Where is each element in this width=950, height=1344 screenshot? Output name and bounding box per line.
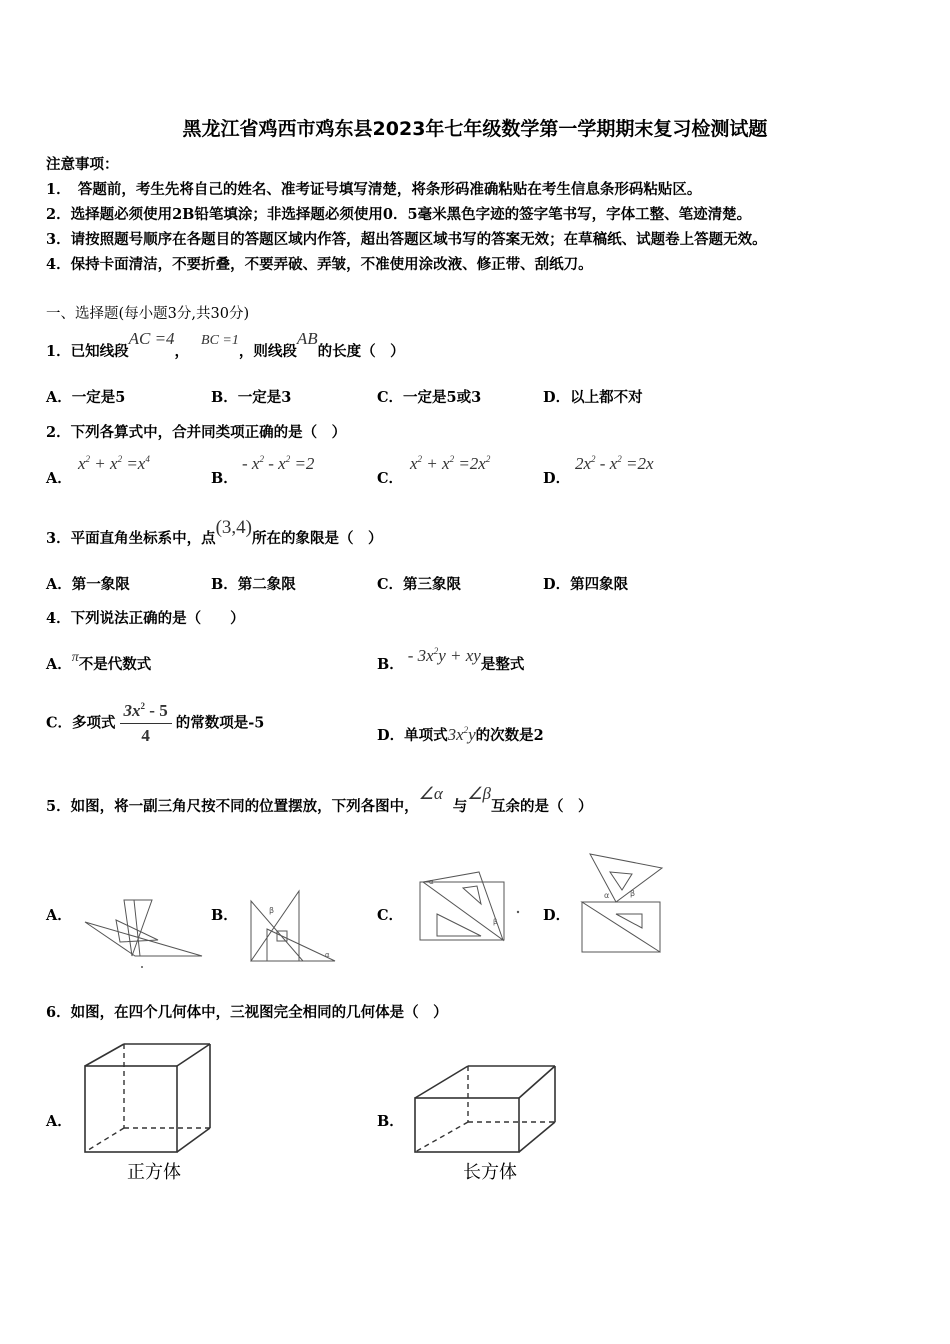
question-1 (46, 329, 405, 361)
q6-figure-cuboid (410, 1062, 560, 1157)
svg-text:β: β (630, 889, 636, 898)
q2-label-a: A． (46, 470, 72, 487)
q3-suffix: 所在的象限是（ ） (252, 530, 383, 547)
q2-label-c: C． (377, 470, 404, 487)
q5-figure-a (80, 890, 210, 970)
q3-prefix: 3．平面直角坐标系中，点 (46, 530, 216, 547)
section-heading: 一、选择题(每小题3分,共30分) (46, 306, 250, 322)
q1-option-c: C．一定是5或3 (377, 389, 482, 406)
q5-label-c: C． (377, 907, 404, 924)
q1-option-a: A．一定是5 (46, 389, 126, 406)
q3-option-c: C．第三象限 (377, 576, 462, 593)
q1-option-d: D．以上都不对 (543, 389, 643, 406)
q2-expr-a: $x^2 + x^2 =x^4$ (78, 454, 150, 473)
q4-b-text: 是整式 (480, 656, 525, 673)
q5-prefix: 5．如图，将一副三角尺按不同的位置摆放，下列各图中， (46, 798, 419, 815)
q6-caption-cuboid: 长方体 (463, 1162, 517, 1183)
q1-math-ab: AB (296, 329, 318, 348)
q6-figure-cube (80, 1040, 215, 1155)
q5-figure-b (245, 885, 340, 965)
q6-label-a: A． (46, 1113, 72, 1130)
q1-suffix: 的长度（ ） (317, 343, 405, 360)
q5-figure-d (570, 850, 670, 955)
q1-math-ac: AC =4 (128, 329, 175, 348)
page-title: 黑龙江省鸡西市鸡东县2023年七年级数学第一学期期末复习检测试题 (182, 118, 768, 140)
q4-option-c (46, 701, 264, 746)
q2-expr-d: $2x^2 - x^2 =2x$ (575, 454, 654, 473)
q2-expr-c: $x^2 + x^2 =2x^2$ (410, 454, 491, 473)
q6-caption-cube: 正方体 (127, 1162, 181, 1183)
svg-text:α: α (429, 878, 434, 886)
question-2: 2．下列各算式中，合并同类项正确的是（ ） (46, 424, 347, 441)
q5-suffix: 互余的是（ ） (490, 798, 593, 815)
q3-option-b: B．第二象限 (211, 576, 296, 593)
q1-option-b: B．一定是3 (211, 389, 292, 406)
q5-figure-c (415, 870, 525, 945)
q4-d-text: 的次数是2 (475, 727, 544, 744)
svg-text:α: α (325, 951, 330, 959)
q1-sep: ， (174, 343, 190, 360)
q3-option-a: A．第一象限 (46, 576, 130, 593)
note-item: 1． 答题前，考生先将自己的姓名、准考证号填写清楚，将条形码准确粘贴在考生信息条形码粘贴区。 (46, 181, 702, 198)
q4-a-text: 不是代数式 (78, 656, 152, 673)
q2-label-d: D． (543, 470, 571, 487)
svg-text:α: α (604, 891, 610, 900)
q5-mid: 与 (452, 798, 468, 815)
q4-option-b (377, 646, 525, 674)
svg-text:β: β (493, 918, 498, 926)
q5-label-b: B． (211, 907, 238, 924)
question-3 (46, 517, 383, 549)
q4-a-math: π (71, 650, 79, 665)
note-item: 3．请按照题号顺序在各题目的答题区域内作答，超出答题区域书写的答案无效；在草稿纸、试题卷上答题无效。 (46, 231, 767, 248)
q5-label-a: A． (46, 907, 72, 924)
question-4: 4．下列说法正确的是（ ） (46, 610, 245, 627)
q4-option-d (377, 724, 544, 745)
q4-a-label: A． (46, 656, 72, 673)
q5-beta: ∠β (467, 784, 491, 803)
question-5 (46, 784, 593, 816)
q4-option-a (46, 650, 152, 674)
notes-heading: 注意事项： (46, 156, 119, 173)
q1-prefix: 1．已知线段 (46, 343, 129, 360)
q3-option-d: D．第四象限 (543, 576, 629, 593)
q2-expr-b: - $x^2 - x^2 =2$ (242, 454, 315, 473)
note-item: 2．选择题必须使用2B铅笔填涂；非选择题必须使用0．5毫米黑色字迹的签字笔书写，字体工整、笔迹清楚。 (46, 206, 752, 223)
q2-label-b: B． (211, 470, 238, 487)
q4-b-math: - $3x^2y$ + xy (407, 646, 481, 665)
q4-d-label: D．单项式 (377, 727, 448, 744)
q1-math-bc: BC =1 (201, 333, 239, 348)
q5-alpha: ∠α (418, 784, 443, 803)
q4-c-fraction: $\frac{3x^2 - 5}{4}$ (120, 701, 172, 746)
question-6: 6．如图，在四个几何体中，三视图完全相同的几何体是（ ） (46, 1004, 448, 1021)
q4-c-label: C．多项式 (46, 714, 116, 732)
q3-point: (3,4) (215, 517, 252, 538)
note-item: 4．保持卡面清洁，不要折叠，不要弄破、弄皱，不准使用涂改液、修正带、刮纸刀。 (46, 256, 593, 273)
q6-label-b: B． (377, 1113, 404, 1130)
q4-d-math: $3x^2y$ (447, 725, 476, 744)
q4-c-text: 的常数项是-5 (175, 714, 265, 732)
q1-mid: ，则线段 (238, 343, 297, 360)
q5-label-d: D． (543, 907, 571, 924)
q4-b-label: B． (377, 656, 404, 673)
svg-text:β: β (269, 906, 275, 915)
